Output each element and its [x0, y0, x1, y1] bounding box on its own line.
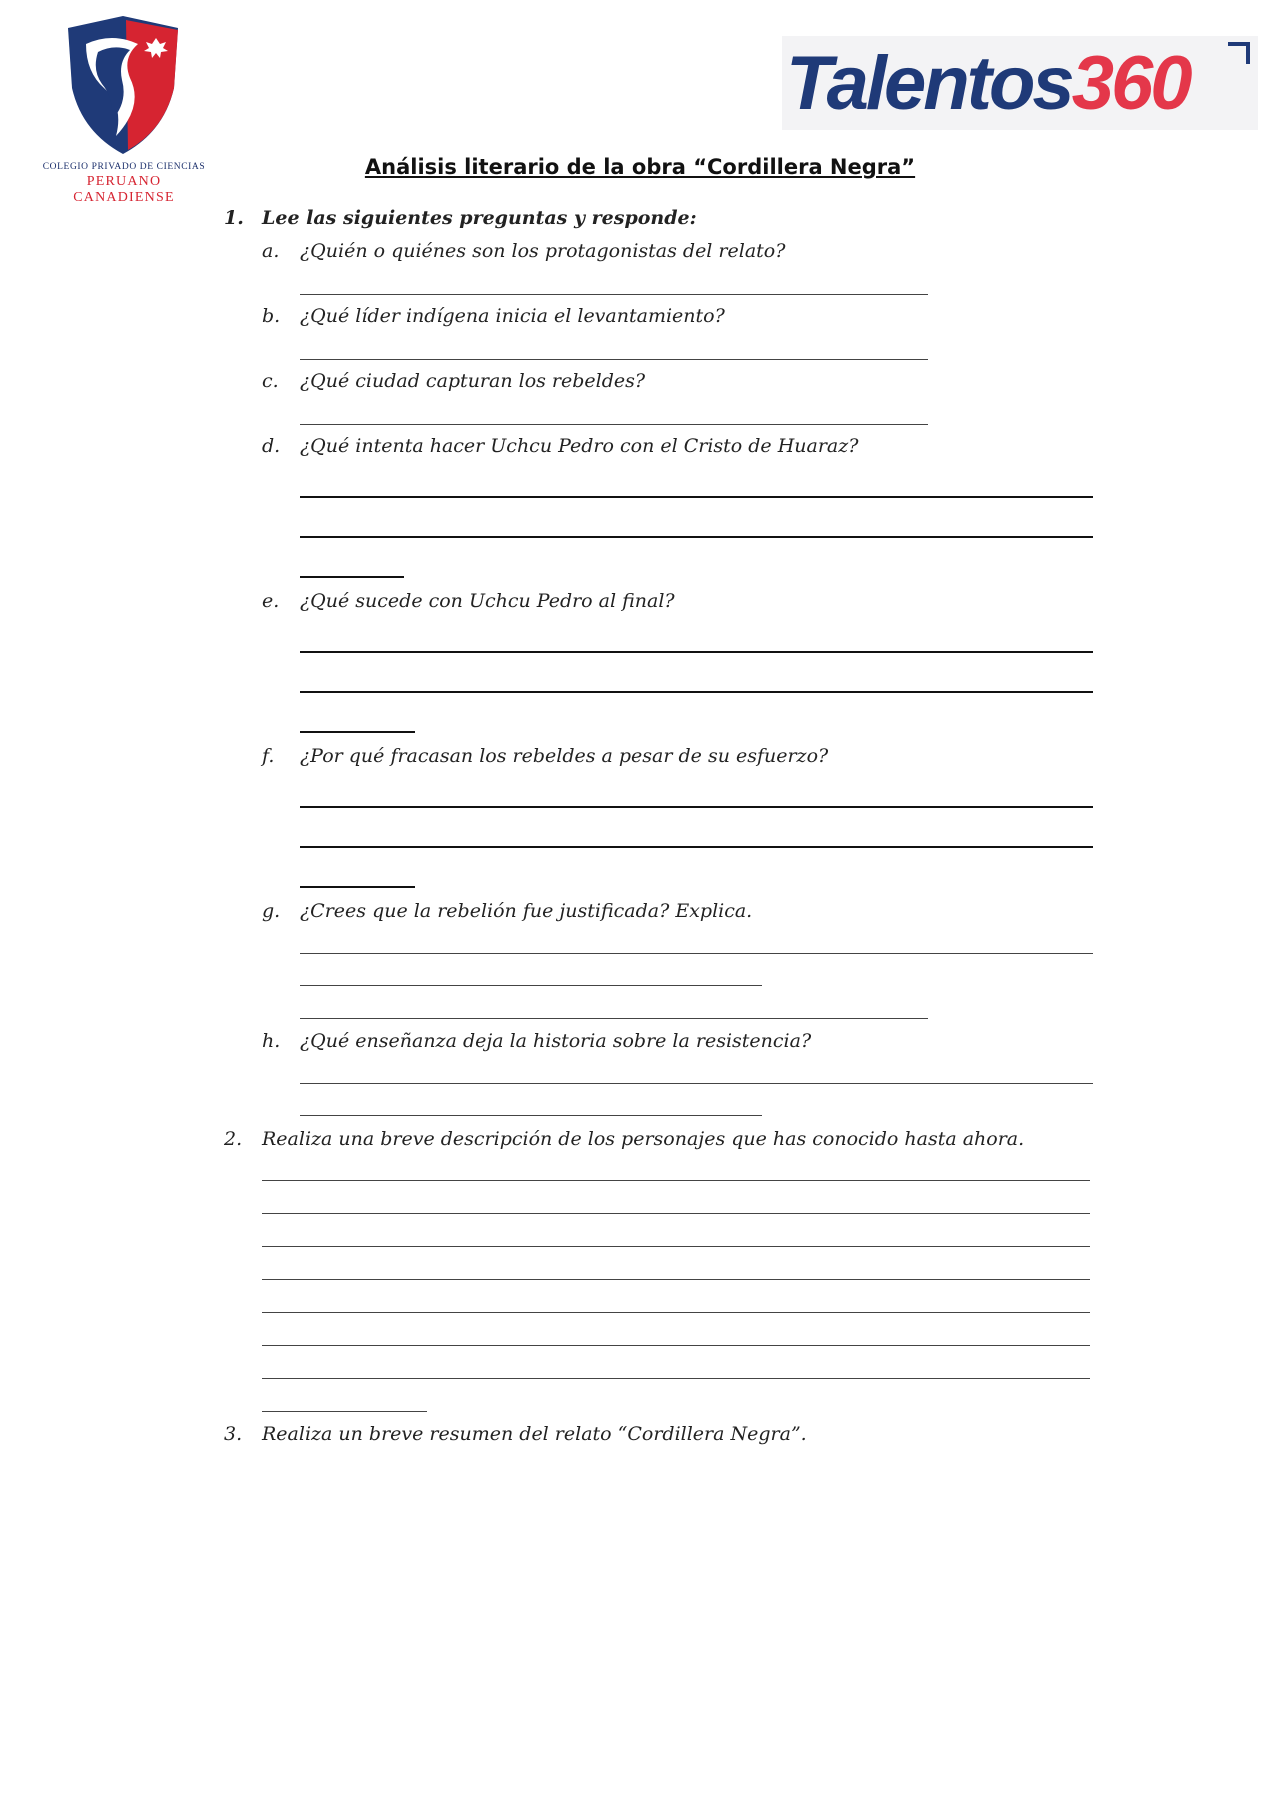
section2-number: 2.: [224, 1128, 243, 1150]
answer-line[interactable]: [300, 536, 1093, 538]
answer-line[interactable]: [262, 1246, 1090, 1247]
question-letter: f.: [262, 745, 275, 767]
answer-line[interactable]: [300, 886, 415, 888]
section1-number: 1.: [224, 207, 244, 229]
section1-heading-text: Lee las siguientes preguntas y responde:: [262, 207, 697, 229]
answer-line[interactable]: [300, 846, 1093, 848]
answer-line[interactable]: [262, 1345, 1090, 1346]
answer-line[interactable]: [300, 424, 928, 425]
answer-line[interactable]: [262, 1279, 1090, 1280]
answer-line[interactable]: [300, 496, 1093, 498]
section3-text: Realiza un breve resumen del relato “Cordillera Negra”.: [262, 1423, 807, 1445]
answer-line[interactable]: [262, 1213, 1090, 1214]
eagle-shield-icon: [64, 14, 182, 156]
question-text: ¿Qué ciudad capturan los rebeldes?: [300, 370, 646, 392]
section3-number: 3.: [224, 1423, 243, 1445]
question-letter: b.: [262, 305, 281, 327]
question-letter: g.: [262, 900, 281, 922]
question-letter: e.: [262, 590, 280, 612]
answer-line[interactable]: [300, 1083, 1093, 1084]
answer-line[interactable]: [300, 1018, 928, 1019]
answer-line[interactable]: [300, 806, 1093, 808]
talentos-logo: [782, 36, 1258, 130]
answer-line[interactable]: [300, 1115, 762, 1116]
corner-arrow-icon: [1228, 42, 1250, 64]
answer-line[interactable]: [262, 1180, 1090, 1181]
answer-line[interactable]: [300, 651, 1093, 653]
question-text: ¿Crees que la rebelión fue justificada? Explica.: [300, 900, 753, 922]
question-text: ¿Qué sucede con Uchcu Pedro al final?: [300, 590, 675, 612]
answer-line[interactable]: [262, 1312, 1090, 1313]
answer-line[interactable]: [300, 985, 762, 986]
question-text: ¿Qué intenta hacer Uchcu Pedro con el Cristo de Huaraz?: [300, 435, 859, 457]
question-letter: d.: [262, 435, 281, 457]
answer-line[interactable]: [300, 359, 928, 360]
answer-line[interactable]: [262, 1411, 427, 1412]
brand-part1: Talentos: [786, 41, 1072, 126]
school-name-line2: PERUANO CANADIENSE: [73, 174, 175, 205]
answer-line[interactable]: [300, 691, 1093, 693]
brand-part2: 360: [1071, 41, 1190, 126]
question-text: ¿Qué enseñanza deja la historia sobre la resistencia?: [300, 1030, 812, 1052]
question-letter: h.: [262, 1030, 281, 1052]
question-text: ¿Quién o quiénes son los protagonistas del relato?: [300, 240, 786, 262]
answer-line[interactable]: [262, 1378, 1090, 1379]
brand-wordmark: [786, 42, 1190, 126]
question-text: ¿Por qué fracasan los rebeldes a pesar de su esfuerzo?: [300, 745, 829, 767]
answer-line[interactable]: [300, 576, 404, 578]
answer-line[interactable]: [300, 953, 1093, 954]
school-name-line1: COLEGIO PRIVADO DE CIENCIAS: [42, 162, 206, 172]
answer-line[interactable]: [300, 731, 415, 733]
page-title: Análisis literario de la obra “Cordillera Negra”: [364, 155, 916, 179]
section2-text: Realiza una breve descripción de los personajes que has conocido hasta ahora.: [262, 1128, 1025, 1150]
question-letter: a.: [262, 240, 280, 262]
question-letter: c.: [262, 370, 279, 392]
answer-line[interactable]: [300, 294, 928, 295]
question-text: ¿Qué líder indígena inicia el levantamiento?: [300, 305, 725, 327]
